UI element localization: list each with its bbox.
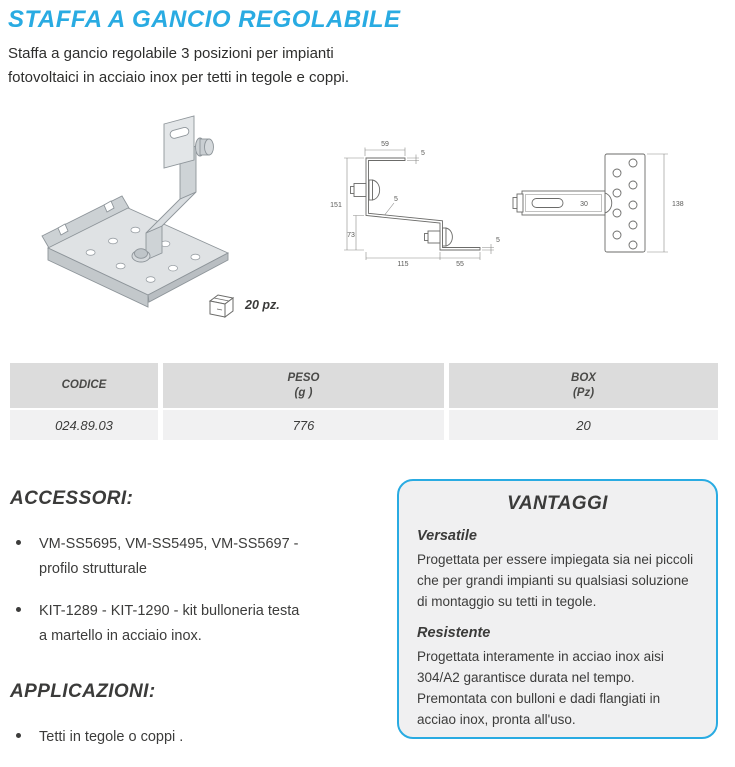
accessori-heading: ACCESSORI: (10, 488, 134, 509)
dim-side-bottom-thickness: 5 (496, 237, 500, 244)
list-item: KIT-1289 - KIT-1290 - kit bulloneria testa a martello in acciaio inox. (10, 599, 340, 649)
bullet-icon (16, 607, 21, 612)
package-box-icon (206, 291, 236, 319)
vantaggi-section-text: Progettata per essere impiegata sia nei piccoli che per grandi impianti su qualsiasi soluzione di montaggio su tetti in tegole. (417, 552, 694, 609)
dim-top-plate-height: 138 (672, 201, 684, 208)
technical-drawing-top-view (512, 138, 700, 268)
spec-col-codice (10, 363, 158, 440)
vantaggi-heading: VANTAGGI (507, 493, 608, 514)
spec-value-box: 20 (449, 410, 718, 440)
vantaggi-section-resistente (417, 625, 698, 730)
bullet-icon (16, 733, 21, 738)
accessori-list (10, 532, 340, 649)
page-subtitle: Staffa a gancio regolabile 3 posizioni per impianti fotovoltaici in acciaio inox per tetti in tegole e coppi. (8, 45, 350, 86)
applicazioni-heading: APPLICAZIONI: (10, 681, 156, 702)
vantaggi-section-versatile (417, 528, 698, 612)
dim-top-arm-width: 30 (580, 201, 588, 208)
spec-table (10, 363, 718, 440)
spec-col-box (449, 363, 718, 440)
dim-side-mid-thickness: 5 (394, 196, 398, 203)
technical-drawing-side-view (323, 128, 505, 278)
applicazioni-list (10, 725, 340, 750)
vantaggi-section-title: Versatile (417, 528, 477, 544)
details-column (10, 488, 340, 767)
dim-side-top-thickness: 5 (421, 150, 425, 157)
spec-value-codice: 024.89.03 (10, 410, 158, 440)
packaging-info (206, 291, 280, 319)
spec-header-codice: CODICE (10, 363, 158, 408)
packaging-qty-label: 20 pz. (245, 298, 280, 312)
product-media (0, 108, 735, 356)
vantaggi-section-title: Resistente (417, 625, 491, 641)
dim-side-total-height: 151 (330, 202, 342, 209)
page-title: STAFFA A GANCIO REGOLABILE (8, 6, 401, 33)
bullet-icon (16, 540, 21, 545)
dim-side-bottom-width: 115 (397, 261, 409, 268)
spec-value-peso: 776 (163, 410, 444, 440)
dim-side-lower-height: 73 (347, 232, 355, 239)
list-item: VM-SS5695, VM-SS5495, VM-SS5697 - profilo strutturale (10, 532, 340, 582)
list-item: Tetti in tegole o coppi . (10, 725, 340, 750)
dim-side-bottom-ext: 55 (456, 261, 464, 268)
spec-header-peso: PESO (g ) (163, 363, 444, 408)
vantaggi-section-text: Progettata interamente in acciao inox aisi 304/A2 garantisce durata nel tempo. Premontata con bulloni e dadi flangiati in acciao inox, pronta all'uso. (417, 649, 664, 727)
vantaggi-box (397, 479, 718, 739)
page-header (8, 6, 468, 90)
dim-side-top-width: 59 (381, 141, 389, 148)
spec-header-box: BOX (Pz) (449, 363, 718, 408)
spec-col-peso (163, 363, 444, 440)
product-photo (28, 110, 283, 315)
